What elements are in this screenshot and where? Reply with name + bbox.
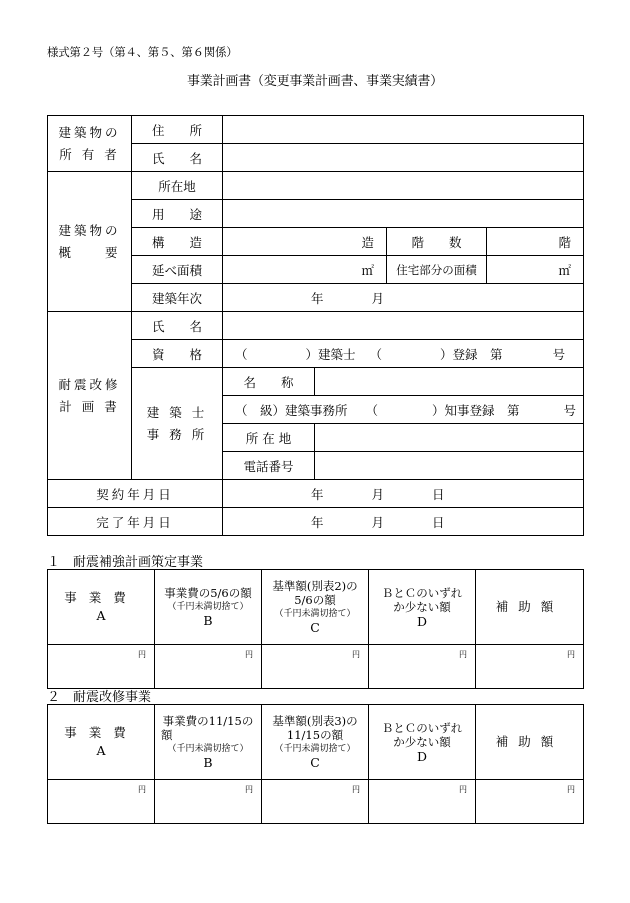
s1-col-e-header: 補助額: [476, 570, 584, 645]
s2-value-d[interactable]: 円: [369, 780, 476, 824]
section2-heading: ２ 耐震改修事業: [47, 690, 152, 705]
s1-value-c[interactable]: 円: [262, 645, 369, 689]
residential-area-label: 住宅部分の面積: [387, 256, 487, 284]
owner-name-label: 氏 名: [132, 144, 223, 172]
contract-date-field[interactable]: 年 月 日: [223, 480, 584, 508]
contract-date-label: 契約年月日: [48, 480, 223, 508]
build-year-field[interactable]: 年 月: [223, 284, 584, 312]
structure-field[interactable]: 造: [223, 228, 387, 256]
completion-date-field[interactable]: 年 月 日: [223, 508, 584, 536]
office-phone-field[interactable]: [315, 452, 584, 480]
section1-heading: １ 耐震補強計画策定事業: [47, 555, 204, 570]
section1-table: [47, 569, 584, 689]
owner-group-label: 建築物の 所 有 者: [48, 116, 132, 172]
s2-col-a-header: 事業費 A: [48, 705, 155, 780]
total-area-field[interactable]: ㎡: [223, 256, 387, 284]
s2-col-b-header: 事業費の11/15の 額 （千円未満切捨て） B: [155, 705, 262, 780]
office-name-label: 名 称: [223, 368, 315, 396]
planner-group-label: 耐震改修 計 画 書: [48, 312, 132, 480]
qualification-label: 資 格: [132, 340, 223, 368]
planner-name-label: 氏 名: [132, 312, 223, 340]
s1-col-b-header: 事業費の5/6の額 （千円未満切捨て） B: [155, 570, 262, 645]
floors-field[interactable]: 階: [487, 228, 584, 256]
s2-col-e-header: 補助額: [476, 705, 584, 780]
office-registration-field[interactable]: （ 級）建築事務所 （ ）知事登録 第 号: [223, 396, 584, 424]
s1-value-d[interactable]: 円: [369, 645, 476, 689]
owner-address-field[interactable]: [223, 116, 584, 144]
office-location-label: 所 在 地: [223, 424, 315, 452]
office-phone-label: 電話番号: [223, 452, 315, 480]
form-code: 様式第２号（第４、第５、第６関係）: [47, 45, 238, 59]
owner-name-field[interactable]: [223, 144, 584, 172]
office-location-field[interactable]: [315, 424, 584, 452]
s2-col-d-header: ＢとＣのいずれ か少ない額 D: [369, 705, 476, 780]
planner-name-field[interactable]: [223, 312, 584, 340]
s2-value-c[interactable]: 円: [262, 780, 369, 824]
s1-value-b[interactable]: 円: [155, 645, 262, 689]
qualification-field[interactable]: （ ）建築士 （ ）登録 第 号: [223, 340, 584, 368]
location-label: 所在地: [132, 172, 223, 200]
office-group-label: 建 築 士 事 務 所: [132, 368, 223, 480]
residential-area-field[interactable]: ㎡: [487, 256, 584, 284]
s1-value-e[interactable]: 円: [476, 645, 584, 689]
structure-label: 構 造: [132, 228, 223, 256]
s1-col-a-header: 事業費 A: [48, 570, 155, 645]
document-title: 事業計画書（変更事業計画書、事業実績書）: [186, 74, 443, 89]
overview-group-label: 建築物の 概 要: [48, 172, 132, 312]
s2-value-a[interactable]: 円: [48, 780, 155, 824]
use-label: 用 途: [132, 200, 223, 228]
main-form-table: [47, 115, 584, 536]
location-field[interactable]: [223, 172, 584, 200]
use-field[interactable]: [223, 200, 584, 228]
total-area-label: 延べ面積: [132, 256, 223, 284]
s2-col-c-header: 基準額(別表3)の 11/15の額 （千円未満切捨て） C: [262, 705, 369, 780]
s1-value-a[interactable]: 円: [48, 645, 155, 689]
s2-value-b[interactable]: 円: [155, 780, 262, 824]
completion-date-label: 完了年月日: [48, 508, 223, 536]
s2-value-e[interactable]: 円: [476, 780, 584, 824]
section2-table: [47, 704, 584, 824]
floors-label: 階 数: [387, 228, 487, 256]
s1-col-d-header: ＢとＣのいずれ か少ない額 D: [369, 570, 476, 645]
owner-address-label: 住 所: [132, 116, 223, 144]
build-year-label: 建築年次: [132, 284, 223, 312]
office-name-field[interactable]: [315, 368, 584, 396]
s1-col-c-header: 基準額(別表2)の 5/6の額 （千円未満切捨て） C: [262, 570, 369, 645]
